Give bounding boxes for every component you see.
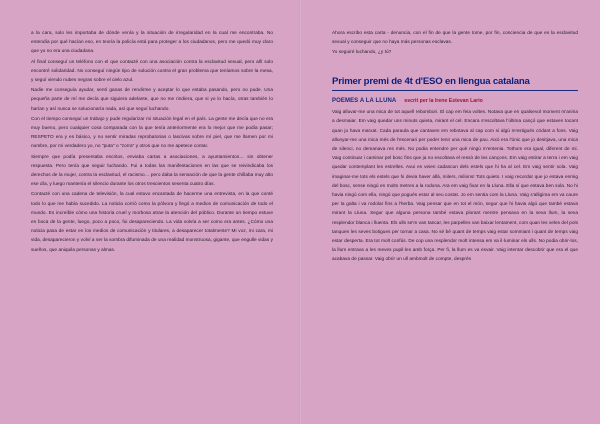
paragraph: a la cara, solo les importaba de dónde venía y la situación de irregularidad en la cual me encontraba. No entendía por qué hacían eso, en teoría la policía está para proteger a los ciudadanos, pero me quedó muy claro que yo no era una ciudadana. <box>31 30 273 54</box>
poem-byline: escrit per la Irene Estevan Lario <box>404 98 483 105</box>
paragraph: Siempre que podía presentaba escritos, enviaba cartas a asociaciones, a ayuntamientos… sin obtener respuesta. Pero tenía que seguir luchando. Fui a todas las manifestaciones en las que se reivindicaba los derechos de la mujer, contra la esclavitud, el racismo… pero daba la sensación de que la gente chillaba muy alto ese día, y luego mantenía el silencio durante los otros trescientos sesenta cuatro días. <box>31 153 273 187</box>
left-text-column <box>31 28 273 254</box>
poem-header <box>332 98 578 104</box>
paragraph: Contacté con una cadena de televisión, la cual estuvo encantada de hacerme una entrevista, en la que conté todo lo que me había sucedido. La noticia corrió como la pólvora y llegó a medios de comunicación de todo el mundo. Es increíble cómo una historia cruel y morbosa atrae la atención del público. Durante un tiempo estuve en boca de la gente, luego, poco a poco, fui desapareciendo. La vida volvía a ser como era antes. ¿Cómo una noticia pasa de estar en los medios de comunicación y titulares, a desaparecer totalmente? Mi voz, mi cara, mi vida, desaparecieron y volví a ser la sombra difuminada de una realidad monstruosa, gigante, que engulle vidas y sueños, que aniquila personas y almas. <box>31 191 273 252</box>
paragraph: Con el tiempo conseguí un trabajo y pude regularizar mi situación legal en el país. La gente me decía que no era muy bueno, pero cualquier cosa comparada con la que tenía anteriormente era lo mejor que me podía pasar; RESPETO era y es básico, y no sentir miradas reprobatorias o lascivas sobre mí piel, que me llamen por mi nombre, por mi verdadero yo, no "puta" o "zorra" y otros que no me apetece contar. <box>31 115 273 149</box>
right-page <box>300 0 600 424</box>
section-spacer <box>332 58 578 76</box>
paragraph: Al final conseguí un teléfono con el que contacté con una asociación contra la esclavitud sexual, pero allí solo encontré solidaridad. No conseguí ningún tipo de solución contra el gran problema que teníamos sobre la mesa, y seguí viendo nubes negras sobre el cielo azul. <box>31 58 273 83</box>
paragraph: Yo seguiré luchando, ¿y tú? <box>332 49 392 55</box>
poem-paragraph: Vaig alluvar-me una mica de tot aquell rebombori. El cap em feia voltes. Notava que en qualsevol moment m'aniria a desmaiar. Em vaig quedar uns minuts quieta, mirant el cel. Encara s'escoltava l'última cançó que estaven tocant quan jo hava marxat. Cada paraula que cantaven em rebotava al cap com si algú m'estigués cridant a fons. Vaig allunyar-me una mica més de l'escenari per poder tenir una mica de pau. Això era l'únic que jo desitjava, una mica de silenci, no demanava res més. No podia entendre per què ningú m'entenia. Tothom era igual, diferent de mi. Vaig continuar i caminar pel bosc fins que ja no escoltava el ressò de les cançons. Em vaig estirar a terra i em vaig quedar contemplant les estrelles. Avui es veien cadascun dels estels que hi ha al cel. Em vaig sentir sola. Vaig imaginar-me tots els estels que hi devia haver allà, milers, milions! Tots quiets. I vaig recordar que jo estava enmig del bosc, sense ningú en molts metres a la rodona. Ara em vaig fixar en la Lluna. Ella sí que estava ben sola. No hi havia ningú com ella, ningú que pogués estar al seu costat. Jo em sentia com la Lluna. Vaig s'alligima em va caure per la galta i va rodolar fins a l'herba. Vaig pensar que en tot el món, segur que hi havia algú que també estava mirant la Lluna. Segur que alguna persona també estava plorant mentre pensava en la seva llum, la seva resplendor blanca i lluenta. Els ulls se'm van tancar, les parpelles van baixar lentament, com quan les veles del pols tanquen les seves botigues per tornar a casa. No sé bé quant de temps vaig estar sommiant i quant de temps vaig estar desperta. Era tot molt confús. De cop una resplendor molt intensa em va il·luminar els ulls. No podia obrir-los, la llum entrava a les meves pupil·les amb força. Per fi, la llum es va esvair. Vaig intentar descobrir que era el que acabava de passar. Vaig obrir un ull ambmolt de compte, després <box>332 109 578 262</box>
poem-title: POEMES A LA LLUNA <box>332 98 397 105</box>
paragraph: Ahora escribo esta carta - denuncia, con el fin de que la gente tome, por fin, conciencia de que es la esclavitud sexual y conseguir que no haya más personas esclavas. <box>332 30 578 45</box>
heading-rule <box>332 90 578 92</box>
right-text-column <box>332 28 578 264</box>
section-heading: Primer premi de 4t d'ESO en llengua catalana <box>332 75 530 87</box>
paragraph: Nadie me conseguía ayudar, sentí ganas de rendirme y aceptar lo que estaba pasando, pero no pude. Una pequeña parte de mí me decía que siguiera adelante, que no me rindiera, que si yo lo hacía, otras también lo harían y así nunca se solucionaría nada, así que seguí luchando. <box>31 87 273 111</box>
